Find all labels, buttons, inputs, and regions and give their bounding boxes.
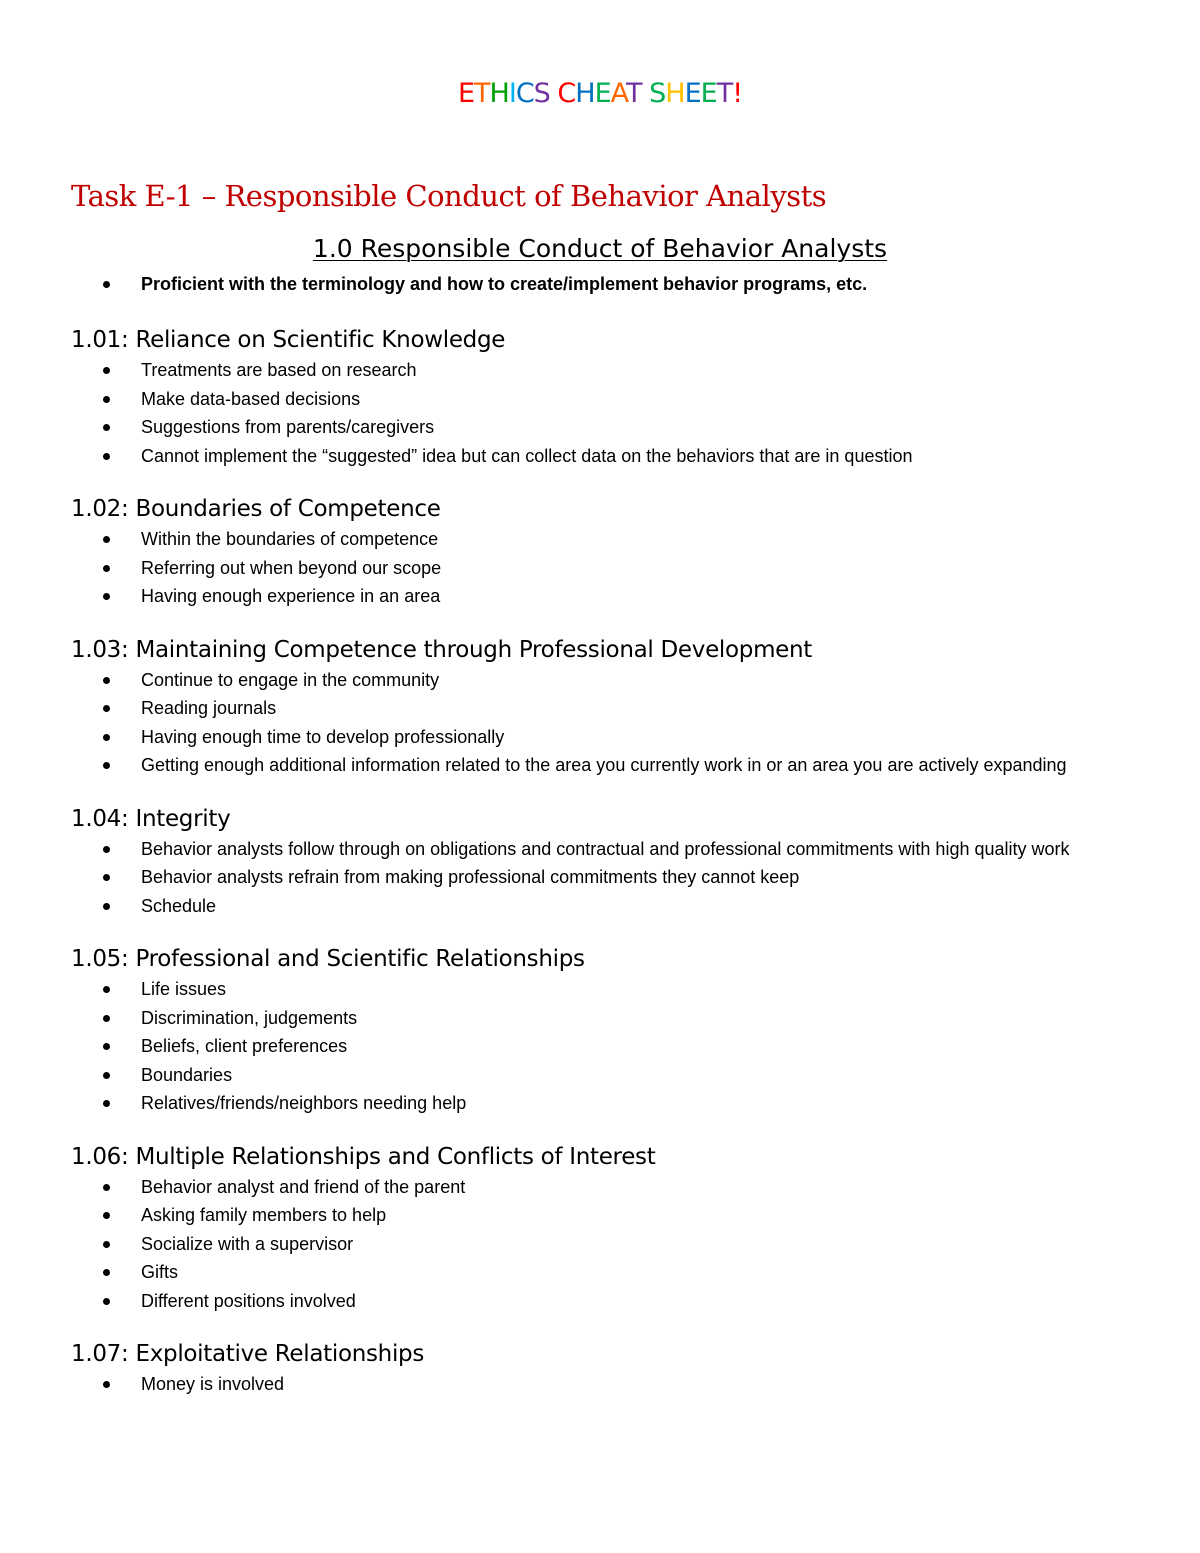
title-letter: H — [575, 78, 595, 109]
title-letter: T — [716, 78, 733, 109]
bullet-text: Reading journals — [141, 698, 277, 718]
bullet-icon — [103, 1269, 110, 1276]
title-letter: H — [489, 78, 509, 109]
bullet-item — [0, 1004, 1200, 1033]
page-title — [0, 76, 1200, 112]
title-letter: C — [515, 78, 534, 109]
title-letter: C — [557, 78, 576, 109]
bullet-item — [0, 1061, 1200, 1090]
bullet-text: Different positions involved — [141, 1290, 356, 1311]
bullet-item — [0, 1089, 1200, 1118]
bullet-text: Treatments are based on research — [141, 360, 417, 380]
title-letter: E — [457, 78, 475, 109]
bullet-icon — [103, 1184, 110, 1191]
bullet-icon — [103, 846, 110, 853]
bullet-icon — [103, 593, 110, 600]
sub-section-heading: 1.01: Reliance on Scientific Knowledge — [71, 327, 506, 353]
sub-section — [0, 634, 1200, 780]
bullet-text: Behavior analysts refrain from making professional commitments they cannot keep — [141, 867, 800, 887]
bullet-icon — [103, 424, 110, 431]
bullet-item — [0, 413, 1200, 442]
bullet-icon — [103, 734, 110, 741]
bullet-text: Relatives/friends/neighbors needing help — [141, 1093, 467, 1113]
sub-section-heading: 1.02: Boundaries of Competence — [71, 496, 441, 522]
bullet-list — [0, 1173, 1200, 1316]
bullet-item — [0, 666, 1200, 695]
bullet-text: Beliefs, client preferences — [141, 1036, 348, 1056]
sub-section-heading: 1.06: Multiple Relationships and Conflicts of Interest — [71, 1143, 656, 1170]
bullet-item — [0, 751, 1200, 780]
bullet-text: Asking family members to help — [141, 1205, 387, 1225]
sub-section-heading: 1.04: Integrity — [71, 805, 231, 832]
title-letter: S — [649, 78, 666, 109]
bullet-item — [0, 975, 1200, 1004]
bullet-text: Discrimination, judgements — [141, 1007, 358, 1028]
bullet-list — [0, 666, 1200, 780]
bullet-list — [0, 356, 1200, 470]
sub-section — [0, 493, 1200, 611]
bullet-text: Boundaries — [141, 1064, 233, 1085]
bullet-item — [0, 892, 1200, 921]
bullet-icon — [103, 1043, 110, 1050]
bullet-icon — [103, 396, 110, 403]
bullet-item — [0, 356, 1200, 385]
sub-section-heading: 1.03: Maintaining Competence through Professional Development — [71, 636, 813, 663]
bullet-icon — [103, 565, 110, 572]
bullet-icon — [103, 677, 110, 684]
sub-section — [0, 1338, 1200, 1399]
bullet-item — [0, 1173, 1200, 1202]
bullet-text: Behavior analysts follow through on obligations and contractual and professional commitments with high quality work — [141, 838, 1070, 859]
intro-bullet-list — [0, 270, 937, 299]
title-letter: S — [533, 78, 550, 109]
bullet-text: Having enough time to develop professionally — [141, 726, 505, 747]
bullet-icon — [103, 453, 110, 460]
bullet-text: Make data-based decisions — [141, 388, 361, 409]
title-letter: H — [665, 78, 685, 109]
bullet-text: Money is involved — [141, 1374, 285, 1394]
bullet-icon — [103, 762, 110, 769]
bullet-text: Life issues — [141, 979, 227, 999]
title-letter — [642, 78, 650, 109]
section-heading: 1.0 Responsible Conduct of Behavior Analysts — [312, 234, 888, 263]
bullet-item — [0, 1230, 1200, 1259]
bullet-item — [0, 1201, 1200, 1230]
bullet-list — [0, 525, 1200, 611]
sub-section — [0, 324, 1200, 470]
bullet-item — [0, 863, 1200, 892]
title-letter: T — [626, 78, 642, 109]
bullet-text: Referring out when beyond our scope — [141, 557, 442, 578]
bullet-item — [0, 1032, 1200, 1061]
bullet-icon — [103, 1241, 110, 1248]
bullet-icon — [103, 536, 110, 543]
bullet-text: Cannot implement the “suggested” idea but can collect data on the behaviors that are in question — [141, 445, 913, 466]
bullet-item — [0, 1370, 1200, 1399]
bullet-item — [0, 582, 1200, 611]
sub-section — [0, 1141, 1200, 1316]
bullet-text: Gifts — [141, 1262, 179, 1282]
bullet-icon — [103, 1072, 110, 1079]
bullet-icon — [103, 903, 110, 910]
bullet-item — [0, 1258, 1200, 1287]
bullet-item — [0, 835, 1200, 864]
bullet-list — [0, 835, 1200, 921]
bullet-text: Socialize with a supervisor — [141, 1233, 354, 1254]
bullet-icon — [103, 367, 110, 374]
bullet-item — [0, 1287, 1200, 1316]
bullet-text: Proficient with the terminology and how to create/implement behavior programs, etc. — [141, 274, 868, 294]
bullet-text: Within the boundaries of competence — [141, 529, 439, 549]
bullet-text: Continue to engage in the community — [141, 669, 440, 690]
title-letter: T — [474, 78, 490, 109]
bullet-icon — [103, 1100, 110, 1107]
bullet-icon — [103, 874, 110, 881]
title-letter: I — [508, 78, 516, 109]
sections-container — [0, 324, 1200, 1422]
bullet-text: Suggestions from parents/caregivers — [141, 417, 435, 437]
bullet-item — [0, 385, 1200, 414]
bullet-icon — [103, 1381, 110, 1388]
bullet-icon — [103, 1298, 110, 1305]
title-letter: E — [594, 78, 611, 109]
bullet-text: Schedule — [141, 895, 217, 916]
bullet-text: Having enough experience in an area — [141, 586, 441, 606]
bullet-icon — [103, 1212, 110, 1219]
title-letter: E — [700, 78, 717, 109]
bullet-item — [0, 723, 1200, 752]
bullet-icon — [103, 1015, 110, 1022]
bullet-item — [0, 442, 1200, 471]
bullet-item — [0, 694, 1200, 723]
title-letter: ! — [732, 78, 743, 109]
bullet-item — [0, 525, 1200, 554]
sub-section — [0, 803, 1200, 921]
bullet-icon — [103, 705, 110, 712]
bullet-icon — [103, 281, 110, 288]
bullet-list — [0, 1370, 1200, 1399]
bullet-text: Behavior analyst and friend of the parent — [141, 1176, 466, 1197]
title-letter: E — [684, 78, 701, 109]
bullet-list — [0, 975, 1200, 1118]
title-letter: A — [610, 78, 627, 109]
sub-section — [0, 943, 1200, 1118]
sub-section-heading: 1.05: Professional and Scientific Relationships — [71, 946, 585, 972]
task-title: Task E-1 – Responsible Conduct of Behavior Analysts — [71, 179, 827, 213]
bullet-item — [0, 554, 1200, 583]
bullet-icon — [103, 986, 110, 993]
bullet-text: Getting enough additional information related to the area you currently work in or an area you are actively expanding — [141, 755, 1067, 775]
intro-bullet-item — [0, 270, 937, 299]
sub-section-heading: 1.07: Exploitative Relationships — [71, 1341, 425, 1367]
